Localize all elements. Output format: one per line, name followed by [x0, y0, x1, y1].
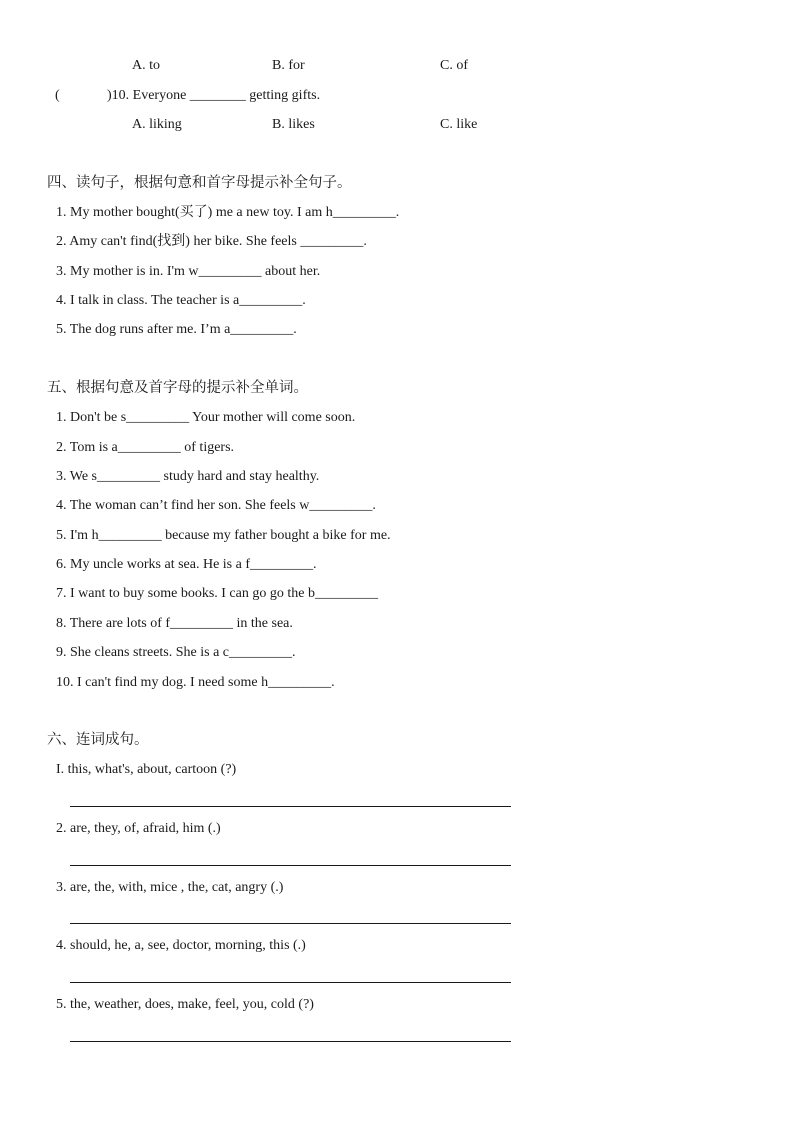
section4-item-4: 4. I talk in class. The teacher is a_________.: [56, 293, 306, 308]
section6-item-5: 5. the, weather, does, make, feel, you, cold (?): [56, 997, 314, 1012]
section4-heading: 四、读句子，根据句意和首字母提示补全句子。: [47, 175, 352, 191]
q9-option-b: B. for: [272, 58, 305, 73]
section5-item-5: 5. I'm h_________ because my father bought a bike for me.: [56, 528, 391, 543]
section6-answer-line-3[interactable]: [70, 923, 511, 924]
section4-item-1: 1. My mother bought(买了) me a new toy. I am h_________.: [56, 205, 400, 220]
section6-heading: 六、连词成句。: [47, 732, 149, 748]
section6-item-4: 4. should, he, a, see, doctor, morning, this (.): [56, 938, 306, 953]
q10-option-c: C. like: [440, 117, 478, 132]
q10-option-b: B. likes: [272, 117, 315, 132]
section5-item-6: 6. My uncle works at sea. He is a f_________.: [56, 557, 317, 572]
section6-answer-line-1[interactable]: [70, 806, 511, 807]
section5-item-2: 2. Tom is a_________ of tigers.: [56, 440, 235, 455]
section6-answer-line-4[interactable]: [70, 982, 511, 983]
q10-stem: )10. Everyone ________ getting gifts.: [107, 88, 321, 103]
section5-item-3: 3. We s_________ study hard and stay healthy.: [56, 469, 320, 484]
section4-item-2: 2. Amy can't find(找到) her bike. She feels _________.: [56, 234, 367, 249]
section5-item-7: 7. I want to buy some books. I can go go the b_________: [56, 586, 378, 601]
section5-item-9: 9. She cleans streets. She is a c_________.: [56, 645, 296, 660]
section6-item-2: 2. are, they, of, afraid, him (.): [56, 821, 221, 836]
section5-item-4: 4. The woman can’t find her son. She feels w_________.: [56, 498, 376, 513]
section6-item-3: 3. are, the, with, mice , the, cat, angry (.): [56, 880, 284, 895]
section5-item-1: 1. Don't be s_________ Your mother will come soon.: [56, 410, 356, 425]
section6-item-1: I. this, what's, about, cartoon (?): [56, 762, 237, 777]
q10-option-a: A. liking: [132, 117, 182, 132]
section4-item-5: 5. The dog runs after me. I’m a_________.: [56, 322, 297, 337]
section4-item-3: 3. My mother is in. I'm w_________ about her.: [56, 264, 321, 279]
q9-option-a: A. to: [132, 58, 160, 73]
q10-paren-open: (: [55, 88, 60, 103]
section6-answer-line-2[interactable]: [70, 865, 511, 866]
section6-answer-line-5[interactable]: [70, 1041, 511, 1042]
section5-heading: 五、根据句意及首字母的提示补全单词。: [47, 380, 308, 396]
section5-item-10: 10. I can't find my dog. I need some h_________.: [56, 675, 335, 690]
q9-option-c: C. of: [440, 58, 468, 73]
section5-item-8: 8. There are lots of f_________ in the sea.: [56, 616, 293, 631]
